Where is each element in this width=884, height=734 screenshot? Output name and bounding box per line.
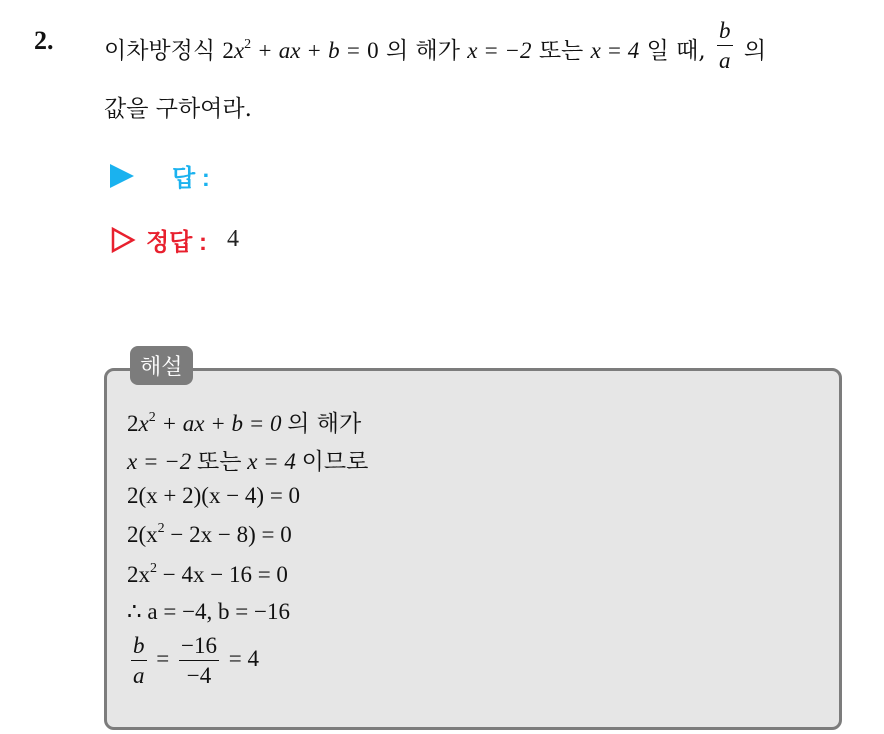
plus-sign-2: +	[307, 37, 321, 63]
frac-bar	[717, 45, 733, 46]
eq-ax: ax	[278, 37, 301, 63]
plus-sign-1: +	[258, 37, 272, 63]
solution-tag: 해설	[130, 346, 193, 385]
solution-box	[104, 368, 842, 730]
sol2-root-1: x = −2	[127, 449, 192, 474]
text-or: 또는	[538, 37, 584, 64]
answer-label: 답 :	[172, 165, 210, 192]
sol7-frac1-den: a	[133, 663, 145, 689]
eq-exp: 2	[244, 36, 252, 52]
root-1: x = −2	[467, 37, 532, 63]
frac-denominator: a	[719, 48, 731, 74]
correct-answer-label: 정답 :	[146, 229, 208, 256]
eq-zero: 0	[367, 37, 379, 63]
question-line-2: 값을 구하여라.	[104, 96, 252, 122]
frac-numerator: b	[719, 18, 731, 43]
sol4-pre: 2(x	[127, 522, 158, 547]
eq-x: x	[233, 37, 245, 63]
sol7-equals: =	[156, 646, 170, 672]
sol7-frac2-num: −16	[180, 633, 217, 658]
equals-sign: =	[346, 37, 360, 63]
solution-line-7	[127, 633, 259, 689]
sol1-coef: 2	[127, 411, 139, 436]
sol7-frac-b-over-a	[131, 633, 147, 689]
question-prefix: 이차방정식	[104, 37, 216, 64]
solution-line-6: ∴ a = −4, b = −16	[127, 599, 290, 624]
sol5-post: − 4x − 16 = 0	[162, 562, 288, 587]
text-when: 일 때,	[646, 37, 706, 64]
solution-line-5: $2x^2 - 4x - 16 = 0$	[127, 561, 288, 587]
sol1-rest: + ax + b = 0	[161, 411, 282, 436]
sol7-frac1-bar	[131, 660, 147, 661]
filled-triangle-icon	[110, 164, 134, 188]
question-line-1	[104, 18, 767, 80]
correct-answer-row	[110, 222, 239, 257]
sol7-frac2-bar	[179, 660, 219, 661]
sol2-or: 또는	[197, 449, 242, 475]
eq-coef: 2	[222, 37, 234, 63]
sol5-pre: 2x	[127, 562, 150, 587]
correct-answer-value: 4	[227, 226, 240, 252]
eq-b: b	[328, 37, 340, 63]
solution-line-1: $2x^2$ + ax + b = 0 의 해가	[127, 410, 362, 437]
sol7-frac2-den: −4	[186, 663, 212, 689]
sol4-post: − 2x − 8) = 0	[170, 522, 292, 547]
solution-line-2	[127, 443, 368, 476]
sol2-root-2: x = 4	[247, 449, 296, 474]
solution-line-3: 2(x + 2)(x − 4) = 0	[127, 483, 301, 508]
text-ui: 의 해가	[385, 37, 460, 64]
sol7-frac1-num: b	[133, 633, 145, 658]
problem-number: 2.	[34, 26, 54, 55]
root-2: x = 4	[590, 37, 640, 63]
sol2-text: 이므로	[301, 449, 369, 475]
text-of: 의	[743, 37, 767, 64]
outline-triangle-icon	[110, 227, 136, 253]
fraction-b-over-a	[717, 18, 733, 74]
sol1-text: 의 해가	[287, 411, 362, 437]
sol7-frac-values	[179, 633, 219, 689]
answer-row	[110, 158, 210, 193]
sol7-result: = 4	[228, 646, 259, 672]
solution-line-4: $2(x^2 - 2x - 8) = 0$	[127, 521, 292, 547]
